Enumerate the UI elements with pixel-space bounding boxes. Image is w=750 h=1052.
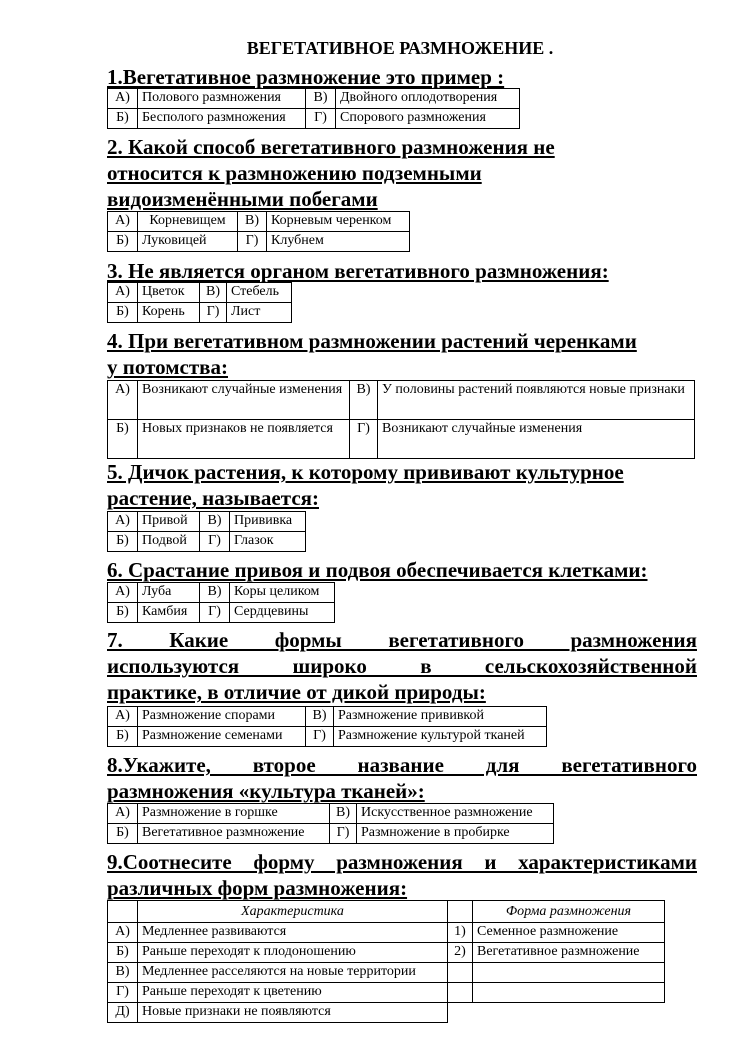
- question-text: 5. Дичок растения, к которому прививают культурное: [107, 460, 624, 484]
- option-letter: Б): [108, 303, 138, 323]
- table-row: [108, 381, 695, 420]
- option-text: У половины растений появляются новые признаки: [378, 381, 695, 420]
- question-2: [107, 134, 697, 212]
- option-text: Сердцевины: [230, 603, 335, 623]
- option-text: Луба: [138, 583, 200, 603]
- option-text: Размножение спорами: [138, 707, 306, 727]
- option-letter: Г): [108, 983, 138, 1003]
- question-text: видоизменёнными побегами: [107, 187, 378, 211]
- option-text: Размножение прививкой: [334, 707, 547, 727]
- option-letter: В): [108, 963, 138, 983]
- answer-table-6: [107, 582, 335, 623]
- column-header-characteristic: Характеристика: [138, 901, 448, 923]
- option-letter: Д): [108, 1003, 138, 1023]
- question-3: [107, 258, 697, 284]
- question-text: 6. Срастание привоя и подвоя обеспечивается клетками:: [107, 558, 648, 582]
- form-number: 1): [448, 923, 473, 943]
- option-letter: Б): [108, 420, 138, 459]
- option-letter: А): [108, 923, 138, 943]
- question-text: практике, в отличие от дикой природы:: [107, 680, 486, 704]
- question-5: [107, 459, 697, 511]
- answer-table-5: [107, 511, 306, 552]
- form-number: 2): [448, 943, 473, 963]
- page-title: ВЕГЕТАТИВНОЕ РАЗМНОЖЕНИЕ .: [246, 38, 554, 58]
- option-text: Стебель: [227, 283, 292, 303]
- table-row: [108, 109, 520, 129]
- option-text: Размножение семенами: [138, 727, 306, 747]
- option-letter: Б): [108, 943, 138, 963]
- option-letter: А): [108, 381, 138, 420]
- option-letter: Б): [108, 603, 138, 623]
- matching-table: [107, 900, 665, 1023]
- table-row: [108, 420, 695, 459]
- question-text: 9.Соотнесите форму размножения и характеристиками: [107, 850, 697, 874]
- answer-table-8: [107, 803, 554, 844]
- characteristic-text: Новые признаки не появляются: [138, 1003, 448, 1023]
- option-letter: Г): [200, 532, 230, 552]
- option-text: Привой: [138, 512, 200, 532]
- option-text: Корень: [138, 303, 200, 323]
- option-text: Корневищем: [138, 212, 238, 232]
- option-text: Спорового размножения: [336, 109, 520, 129]
- option-letter: Г): [200, 603, 230, 623]
- question-1: [107, 64, 697, 90]
- question-text: 4. При вегетативном размножении растений черенками: [107, 329, 637, 353]
- option-letter: Г): [330, 824, 357, 844]
- option-letter: В): [200, 283, 227, 303]
- table-row: [108, 603, 335, 623]
- option-letter: Б): [108, 727, 138, 747]
- option-text: Луковицей: [138, 232, 238, 252]
- question-text: 8.Укажите, второе название для вегетативного: [107, 753, 697, 777]
- table-row: [108, 283, 292, 303]
- option-text: Подвой: [138, 532, 200, 552]
- option-text: Лист: [227, 303, 292, 323]
- table-row: [108, 303, 292, 323]
- question-text: у потомства:: [107, 355, 228, 379]
- question-text: 2. Какой способ вегетативного размножения не: [107, 135, 555, 159]
- question-text: используются широко в сельскохозяйственной: [107, 654, 697, 678]
- option-letter: А): [108, 212, 138, 232]
- question-text: различных форм размножения:: [107, 876, 408, 900]
- option-text: Размножение в пробирке: [357, 824, 554, 844]
- option-text: Прививка: [230, 512, 306, 532]
- option-letter: В): [330, 804, 357, 824]
- question-9: [107, 849, 697, 901]
- option-letter: А): [108, 707, 138, 727]
- option-letter: А): [108, 89, 138, 109]
- option-text: Коры целиком: [230, 583, 335, 603]
- table-row: [108, 983, 665, 1003]
- table-row: [108, 923, 665, 943]
- column-header-form: Форма размножения: [473, 901, 665, 923]
- option-letter: В): [200, 583, 230, 603]
- table-row: [108, 232, 410, 252]
- characteristic-text: Раньше переходят к плодоношению: [138, 943, 448, 963]
- option-letter: Г): [306, 109, 336, 129]
- table-row: [108, 963, 665, 983]
- option-text: Камбия: [138, 603, 200, 623]
- characteristic-text: Медленнее расселяются на новые территории: [138, 963, 448, 983]
- option-letter: Б): [108, 532, 138, 552]
- table-row: [108, 804, 554, 824]
- table-row: [108, 212, 410, 232]
- answer-table-1: [107, 88, 520, 129]
- option-letter: А): [108, 512, 138, 532]
- form-text: Вегетативное размножение: [473, 943, 665, 963]
- option-text: Клубнем: [267, 232, 410, 252]
- table-row: [108, 824, 554, 844]
- question-text: 1.Вегетативное размножение это пример :: [107, 65, 505, 89]
- option-letter: А): [108, 583, 138, 603]
- option-text: Новых признаков не появляется: [138, 420, 350, 459]
- option-letter: Б): [108, 824, 138, 844]
- question-8: [107, 752, 697, 804]
- option-letter: Г): [200, 303, 227, 323]
- option-text: Полового размножения: [138, 89, 306, 109]
- answer-table-2: [107, 211, 410, 252]
- characteristic-text: Раньше переходят к цветению: [138, 983, 448, 1003]
- table-header-row: [108, 901, 665, 923]
- question-text: 7. Какие формы вегетативного размножения: [107, 628, 697, 652]
- option-text: Вегетативное размножение: [138, 824, 330, 844]
- option-letter: А): [108, 283, 138, 303]
- form-text: Семенное размножение: [473, 923, 665, 943]
- option-text: Искусственное размножение: [357, 804, 554, 824]
- question-6: [107, 557, 697, 583]
- table-row: [108, 532, 306, 552]
- option-text: Возникают случайные изменения: [378, 420, 695, 459]
- option-letter: Г): [238, 232, 267, 252]
- option-letter: Г): [306, 727, 334, 747]
- option-text: Размножение в горшке: [138, 804, 330, 824]
- answer-table-7: [107, 706, 547, 747]
- characteristic-text: Медленнее развиваются: [138, 923, 448, 943]
- option-letter: В): [238, 212, 267, 232]
- table-row: [108, 512, 306, 532]
- option-letter: Б): [108, 109, 138, 129]
- table-row: [108, 707, 547, 727]
- answer-table-4: [107, 380, 695, 459]
- question-text: относится к размножению подземными: [107, 161, 482, 185]
- question-7: [107, 627, 697, 705]
- table-row: [108, 943, 665, 963]
- option-letter: А): [108, 804, 138, 824]
- question-4: [107, 328, 697, 380]
- option-letter: В): [350, 381, 378, 420]
- option-text: Глазок: [230, 532, 306, 552]
- option-text: Корневым черенком: [267, 212, 410, 232]
- option-letter: В): [200, 512, 230, 532]
- question-text: размножения «культура тканей»:: [107, 779, 425, 803]
- option-letter: Г): [350, 420, 378, 459]
- table-row: [108, 583, 335, 603]
- option-letter: Б): [108, 232, 138, 252]
- table-row: [108, 727, 547, 747]
- option-text: Цветок: [138, 283, 200, 303]
- answer-table-3: [107, 282, 292, 323]
- option-letter: В): [306, 707, 334, 727]
- table-row: [108, 89, 520, 109]
- question-text: 3. Не является органом вегетативного размножения:: [107, 259, 609, 283]
- option-letter: В): [306, 89, 336, 109]
- option-text: Размножение культурой тканей: [334, 727, 547, 747]
- table-row: [108, 1003, 665, 1023]
- question-text: растение, называется:: [107, 486, 319, 510]
- option-text: Возникают случайные изменения: [138, 381, 350, 420]
- option-text: Двойного оплодотворения: [336, 89, 520, 109]
- option-text: Бесполого размножения: [138, 109, 306, 129]
